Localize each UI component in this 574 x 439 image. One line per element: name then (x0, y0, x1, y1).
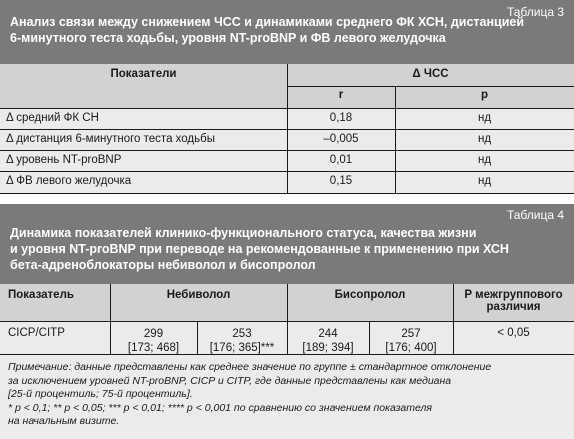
column-header-p: p (480, 89, 489, 101)
note-line: на начальным визите. (8, 415, 120, 427)
cell-range: [176; 400] (385, 342, 437, 354)
grid-line (0, 354, 574, 355)
table-3 (0, 0, 574, 194)
row-p-value: нд (477, 154, 492, 166)
column-header-p-between (453, 289, 574, 313)
column-header-line: Р межгруппового (464, 289, 563, 301)
row-label: Δ ФВ левого желудочка (6, 175, 132, 187)
cell-range: [176; 365]*** (209, 342, 275, 354)
table-title-line: и уровня NT-proBNP при переводе на рекомендованные к применению при ХСН (10, 242, 509, 256)
grid-line (287, 86, 574, 87)
table-number: Таблица 4 (506, 208, 564, 222)
cell-range: [173; 468] (127, 342, 180, 354)
table-note (8, 361, 568, 429)
column-header-nebivolol: Небиволол (166, 289, 231, 301)
column-header-line: различия (486, 301, 541, 313)
table-title-line: Анализ связи между снижением ЧСС и динамиками среднего ФК ХСН, дистанцией (10, 15, 525, 29)
table-4 (0, 204, 574, 439)
column-header-bisoprolol: Бисопролол (334, 289, 406, 301)
grid-line (0, 150, 574, 151)
note-line: Примечание: данные представлены как среднее значение по группе ± стандартное отклонение (8, 361, 492, 373)
table-title-line: Динамика показателей клинико-функционального статуса, качества жизни (10, 226, 477, 240)
column-header-indicators: Показатели (110, 68, 177, 80)
cell-median: 299 (143, 328, 164, 340)
cell-range: [189; 394] (302, 342, 354, 354)
bisoprolol-followup-value (369, 327, 453, 355)
cell-median: 257 (401, 328, 421, 340)
table-title-line: 6-минутного теста ходьбы, уровня NT-proBNP и ФВ левого желудочка (10, 31, 446, 45)
note-line: [25-й процентиль; 75-й процентиль]. (8, 388, 193, 400)
grid-line (395, 86, 396, 194)
row-r-value: 0,01 (329, 154, 353, 166)
row-label: Δ средний ФК СН (6, 112, 99, 124)
row-p-value: нд (477, 175, 492, 187)
row-p-value: нд (477, 112, 492, 124)
cell-median: 253 (232, 328, 252, 340)
bisoprolol-initial-value (287, 327, 369, 355)
row-label: Δ дистанция 6-минутного теста ходьбы (6, 133, 215, 145)
grid-line (110, 284, 111, 354)
table-3-header (0, 0, 574, 64)
row-label: Δ уровень NT-proBNP (6, 154, 122, 166)
grid-line (0, 171, 574, 172)
note-line: * p < 0,1; ** p < 0,05; *** p < 0,01; **** p < 0,001 по сравнению со значением показателя (8, 401, 432, 414)
grid-line (0, 108, 574, 109)
table-title (10, 225, 566, 273)
grid-line (197, 321, 198, 354)
grid-line (0, 129, 574, 130)
row-r-value: 0,15 (329, 175, 353, 187)
table-number: Таблица 3 (506, 5, 564, 19)
p-between-value: < 0,05 (497, 327, 530, 339)
nebivolol-followup-value (197, 327, 287, 355)
table-title-line: бета-адреноблокаторы небиволол и бисопролол (10, 258, 316, 272)
nebivolol-initial-value (110, 327, 197, 355)
table-4-header (0, 204, 574, 284)
column-header-r: r (338, 89, 344, 101)
grid-line (369, 321, 370, 354)
grid-line (0, 193, 574, 194)
row-r-value: 0,18 (329, 112, 353, 124)
table-title (10, 14, 560, 46)
column-header-indicator: Показатель (8, 289, 74, 301)
grid-line (0, 321, 574, 322)
column-header-delta-hr: Δ ЧСС (412, 68, 449, 80)
grid-line (287, 284, 288, 354)
grid-line (453, 284, 454, 354)
note-line: за исключением уровней NT-proBNP, CICP и CITP, где данные представлены как медиана (8, 374, 452, 387)
row-r-value: –0,005 (323, 133, 359, 145)
row-label: CICP/CITP (8, 327, 65, 339)
row-p-value: нд (477, 133, 492, 145)
cell-median: 244 (318, 328, 338, 340)
